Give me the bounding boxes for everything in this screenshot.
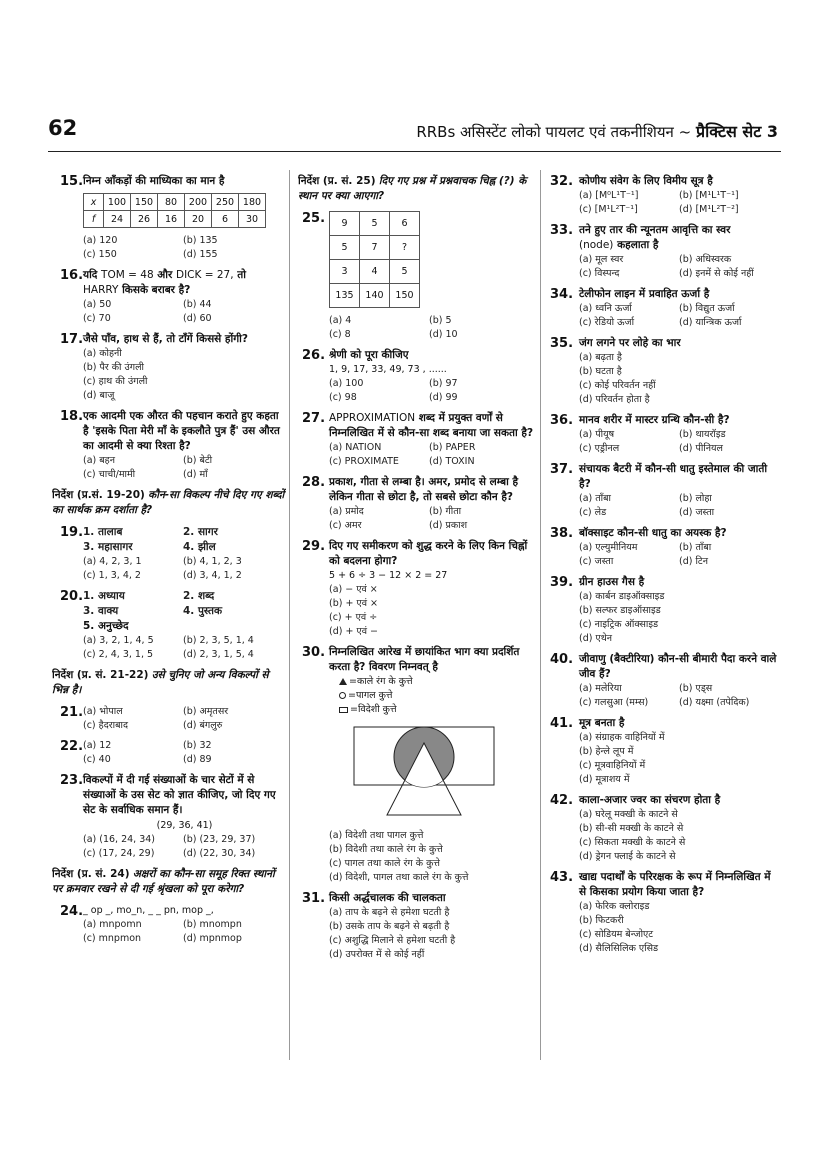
question-20: 20. 1. अध्याय 2. शब्द 3. वाक्य 4. पुस्तक 5. अनुच्छेद (a) 3, 2, 1, 4, 5 (b) 2, 3, 5, 1, 4 (c) 2, 4, 3, 1, 5 (d) 2, 3, 1, 5, 4 <box>52 589 286 662</box>
question-32: 32. कोणीय संवेग के लिए विमीय सूत्र है (a) [M⁰L¹T⁻¹] (b) [M¹L¹T⁻¹] (c) [M¹L²T⁻¹] (d) [M¹L²T⁻²] <box>548 174 780 217</box>
number-grid: 9 5 6 5 7 ? 3 4 5 135 140 150 <box>329 211 420 308</box>
question-22: 22. (a) 12 (b) 32 (c) 40 (d) 89 <box>52 739 286 767</box>
question-35: 35. जंग लगने पर लोहे का भार (a) बढ़ता है (b) घटता है (c) कोई परिवर्तन नहीं (d) परिवर्तन होता है <box>548 336 780 407</box>
options: (a) कोहनी (b) पैर की उंगली (c) हाथ की उंगली (d) बाजू <box>83 348 148 401</box>
options: (a) (16, 24, 34) (b) (23, 29, 37) (c) (17, 24, 29) (d) (22, 30, 34) <box>83 834 256 859</box>
options: (a) कार्बन डाइऑक्साइड (b) सल्फर डाइऑसाइड (c) नाइट्रिक ऑक्साइड (d) एथेन <box>579 591 665 644</box>
options: (a) 100 (b) 97 (c) 98 (d) 99 <box>329 378 458 403</box>
legend: =काले रंग के कुत्ते =पागल कुत्ते =विदेशी कुत्ते <box>329 675 534 717</box>
question-17: 17. जैसे पाँव, हाथ से हैं, तो टाँगें किससे होंगी? (a) कोहनी (b) पैर की उंगली (c) हाथ की उंगली (d) बाजू <box>52 332 286 403</box>
options: (a) एल्युमीनियम (b) ताँबा (c) जस्ता (d) टिन <box>579 542 712 567</box>
question-41: 41. मूत्र बनता है (a) संग्राहक वाहिनियों में (b) हेन्ले लूप में (c) मूत्रवाहिनियों में (d) मूत्राशय में <box>548 716 780 787</box>
question-28: 28. प्रकाश, गीता से लम्बा है। अमर, प्रमोद से लम्बा है लेकिन गीता से छोटा है, तो सबसे छोटा कौन है? (a) प्रमोद (b) गीता (c) अमर (d) प्रकाश <box>298 475 534 533</box>
question-29: 29. दिए गए समीकरण को शुद्ध करने के लिए किन चिह्नों को बदलना होगा? 5 + 6 ÷ 3 − 12 × 2 = 27 (a) − एवं × (b) + एवं × (c) + एवं ÷ (d) + एवं − <box>298 539 534 639</box>
options: (a) − एवं × (b) + एवं × (c) + एवं ÷ (d) + एवं − <box>329 584 378 637</box>
column-divider-1 <box>289 170 290 1060</box>
options: (a) ध्वनि ऊर्जा (b) विद्युत ऊर्जा (c) रेडियो ऊर्जा (d) यान्त्रिक ऊर्जा <box>579 303 742 328</box>
practice-set-label: प्रैक्टिस सेट 3 <box>695 122 778 141</box>
question-42: 42. काला-अजार ज्वर का संचरण होता है (a) घरेलू मक्खी के काटने से (b) सी-सी मक्खी के काटने से (c) सिकता मक्खी के काटने से (d) ड्रेगन फ्लाई के काटने से <box>548 793 780 864</box>
options: (a) 120 (b) 135 (c) 150 (d) 155 <box>83 235 218 260</box>
question-24: 24. _ op _, mo_n, _ _ pn, mop _, (a) mnpomn (b) mnompn (c) mnpmon (d) mpnmop <box>52 904 286 946</box>
header-rule <box>48 151 781 152</box>
options: (a) संग्राहक वाहिनियों में (b) हेन्ले लूप में (c) मूत्रवाहिनियों में (d) मूत्राशय में <box>579 732 665 785</box>
question-38: 38. बॉक्साइट कौन-सी धातु का अयस्क है? (a) एल्युमीनियम (b) ताँबा (c) जस्ता (d) टिन <box>548 526 780 569</box>
question-33: 33. तने हुए तार की न्यूनतम आवृत्ति का स्वर (node) कहलाता है (a) मूल स्वर (b) अधिस्वरक (c) विस्पन्द (d) इनमें से कोई नहीं <box>548 223 780 281</box>
direction-24: निर्देश (प्र. सं. 24) अक्षरों का कौन-सा समूह रिक्त स्थानों पर क्रमवार रखने से दी गई श्रृंखला को पूरा करेगा? <box>52 868 275 895</box>
frequency-table: x 100 150 80 200 250 180 f 24 26 16 20 6 30 <box>83 193 266 228</box>
options: (a) बढ़ता है (b) घटता है (c) कोई परिवर्तन नहीं (d) परिवर्तन होता है <box>579 352 656 405</box>
direction-25: निर्देश (प्र. सं. 25) दिए गए प्रश्न में प्रश्नवाचक चिह्न (?) के स्थान पर क्या आएगा? <box>298 175 527 202</box>
options: (a) प्रमोद (b) गीता (c) अमर (d) प्रकाश <box>329 506 468 531</box>
options: (a) 3, 2, 1, 4, 5 (b) 2, 3, 5, 1, 4 (c) 2, 4, 3, 1, 5 (d) 2, 3, 1, 5, 4 <box>83 635 254 660</box>
question-19: 19. 1. तालाब 2. सागर 3. महासागर 4. झील (a) 4, 2, 3, 1 (b) 4, 1, 2, 3 (c) 1, 3, 4, 2 (d) 3, 4, 1, 2 <box>52 525 286 583</box>
question-18: 18. एक आदमी एक औरत की पहचान कराते हुए कहता है 'इसके पिता मेरी माँ के इकलौते पुत्र हैं' उस औरत का आदमी से क्या रिश्ता है? (a) बहन (b) बेटी (c) चाची/मामी (d) माँ <box>52 409 286 482</box>
options: (a) भोपाल (b) अमृतसर (c) हैदराबाद (d) बंगलुरु <box>83 706 229 731</box>
rectangle-icon <box>339 707 348 713</box>
question-30: 30. निम्नलिखित आरेख में छायांकित भाग क्या प्रदर्शित करता है? विवरण निम्नवत् है =काले रंग के कुत्ते =पागल कुत्ते =विदेशी कुत्ते (a) विदेशी तथा पागल कुत्ते (b) विदेशी तथा काले रंग के कुत्ते (c) पागल तथा काले रंग के कुत्ते (d) विदेशी, पागल तथा काले रंग के कुत्ते <box>298 645 534 885</box>
triangle-icon <box>339 678 347 685</box>
direction-19-20: निर्देश (प्र.सं. 19-20) कौन-सा विकल्प नीचे दिए गए शब्दों का सार्थक क्रम दर्शाता है? <box>52 489 285 516</box>
venn-diagram <box>349 721 534 825</box>
running-title: RRBs असिस्टेंट लोको पायलट एवं तकनीशियन ~ प्रैक्टिस सेट 3 <box>416 122 778 141</box>
options: (a) 12 (b) 32 (c) 40 (d) 89 <box>83 740 212 765</box>
options: (a) पीयूष (b) थायरॉइड (c) एड्रीनल (d) पीनियल <box>579 429 726 454</box>
page-header <box>48 116 778 146</box>
question-34: 34. टेलीफोन लाइन में प्रवाहित ऊर्जा है (a) ध्वनि ऊर्जा (b) विद्युत ऊर्जा (c) रेडियो ऊर्जा (d) यान्त्रिक ऊर्जा <box>548 287 780 330</box>
page-number: 62 <box>48 116 78 140</box>
question-43: 43. खाद्य पदार्थों के परिरक्षक के रूप में निम्नलिखित में से किसका प्रयोग किया जाता है? (a) फेरिक क्लोराइड (b) फिटकरी (c) सोडियम बेन्जोएट (d) सैलिसिलिक एसिड <box>548 870 780 956</box>
venn-diagram-svg <box>349 721 499 821</box>
question-23: 23. विकल्पों में दी गई संख्याओं के चार सेटों में से संख्याओं के उस सेट को ज्ञात कीजिए, जो दिए गए सेट के सर्वाधिक समान हैं। (29, 36, 41) (a) (16, 24, 34) (b) (23, 29, 37) (c) (17, 24, 29) (d) (22, 30, 34) <box>52 773 286 861</box>
column-2 <box>298 174 534 968</box>
options: (a) NATION (b) PAPER (c) PROXIMATE (d) TOXIN <box>329 442 476 467</box>
question-37: 37. संचायक बैटरी में कौन-सी धातु इस्तेमाल की जाती है? (a) ताँबा (b) लोहा (c) लेड (d) जस्ता <box>548 462 780 520</box>
question-15: 15. निम्न आँकड़ों की माध्यिका का मान है x 100 150 80 200 250 180 f 24 26 16 20 6 30 (a) 120 (b) 135 (c) 150 (d) 155 <box>52 174 286 262</box>
question-39: 39. ग्रीन हाउस गैस है (a) कार्बन डाइऑक्साइड (b) सल्फर डाइऑसाइड (c) नाइट्रिक ऑक्साइड (d) एथेन <box>548 575 780 646</box>
direction-21-22: निर्देश (प्र. सं. 21-22) उसे चुनिए जो अन्य विकल्पों से भिन्न है। <box>52 669 269 696</box>
options: (a) ताँबा (b) लोहा (c) लेड (d) जस्ता <box>579 493 715 518</box>
options: (a) मलेरिया (b) एड्स (c) गलसुआ (मम्स) (d) यक्ष्मा (तपेदिक) <box>579 683 750 708</box>
question-16: 16. यदि TOM = 48 और DICK = 27, तो HARRY किसके बराबर है? (a) 50 (b) 44 (c) 70 (d) 60 <box>52 268 286 326</box>
question-25: 25. 9 5 6 5 7 ? 3 4 5 135 140 150 (a) 4 (b) 5 (c) 8 (d) 10 <box>298 211 534 342</box>
column-3 <box>548 174 780 962</box>
question-26: 26. श्रेणी को पूरा कीजिए 1, 9, 17, 33, 49, 73 , ...... (a) 100 (b) 97 (c) 98 (d) 99 <box>298 348 534 405</box>
options: (a) [M⁰L¹T⁻¹] (b) [M¹L¹T⁻¹] (c) [M¹L²T⁻¹] (d) [M¹L²T⁻²] <box>579 190 739 215</box>
column-1 <box>52 174 286 952</box>
circle-icon <box>339 692 346 699</box>
question-31: 31. किसी अर्द्धचालक की चालकता (a) ताप के बढ़ने से हमेशा घटती है (b) उसके ताप के बढ़ने से बढ़ती है (c) अशुद्धि मिलाने से हमेशा घटती है (d) उपरोक्त में से कोई नहीं <box>298 891 534 962</box>
options: (a) घरेलू मक्खी के काटने से (b) सी-सी मक्खी के काटने से (c) सिकता मक्खी के काटने से (d) ड्रेगन फ्लाई के काटने से <box>579 809 686 862</box>
options: (a) 4 (b) 5 (c) 8 (d) 10 <box>329 315 458 340</box>
options: (a) mnpomn (b) mnompn (c) mnpmon (d) mpnmop <box>83 919 242 944</box>
question-27: 27. APPROXIMATION शब्द में प्रयुक्त वर्णों से निम्नलिखित में से कौन-सा शब्द बनाया जा सकता है? (a) NATION (b) PAPER (c) PROXIMATE (d) TOXIN <box>302 411 534 467</box>
options: (a) 4, 2, 3, 1 (b) 4, 1, 2, 3 (c) 1, 3, 4, 2 (d) 3, 4, 1, 2 <box>83 556 242 581</box>
options: (a) ताप के बढ़ने से हमेशा घटती है (b) उसके ताप के बढ़ने से बढ़ती है (c) अशुद्धि मिलाने से हमेशा घटती है (d) उपरोक्त में से कोई नहीं <box>329 907 456 960</box>
options: (a) बहन (b) बेटी (c) चाची/मामी (d) माँ <box>83 455 213 480</box>
column-divider-2 <box>540 170 541 1060</box>
options: (a) विदेशी तथा पागल कुत्ते (b) विदेशी तथा काले रंग के कुत्ते (c) पागल तथा काले रंग के कुत्ते (d) विदेशी, पागल तथा काले रंग के कुत्ते <box>329 830 469 883</box>
question-21: 21. (a) भोपाल (b) अमृतसर (c) हैदराबाद (d) बंगलुरु <box>52 705 286 733</box>
question-40: 40. जीवाणु (बैक्टीरिया) कौन-सी बीमारी पैदा करने वाले जीव हैं? (a) मलेरिया (b) एड्स (c) गलसुआ (मम्स) (d) यक्ष्मा (तपेदिक) <box>548 652 780 710</box>
options: (a) फेरिक क्लोराइड (b) फिटकरी (c) सोडियम बेन्जोएट (d) सैलिसिलिक एसिड <box>579 901 659 954</box>
options: (a) मूल स्वर (b) अधिस्वरक (c) विस्पन्द (d) इनमें से कोई नहीं <box>579 254 754 279</box>
question-36: 36. मानव शरीर में मास्टर ग्रन्थि कौन-सी है? (a) पीयूष (b) थायरॉइड (c) एड्रीनल (d) पीनियल <box>548 413 780 456</box>
options: (a) 50 (b) 44 (c) 70 (d) 60 <box>83 299 212 324</box>
